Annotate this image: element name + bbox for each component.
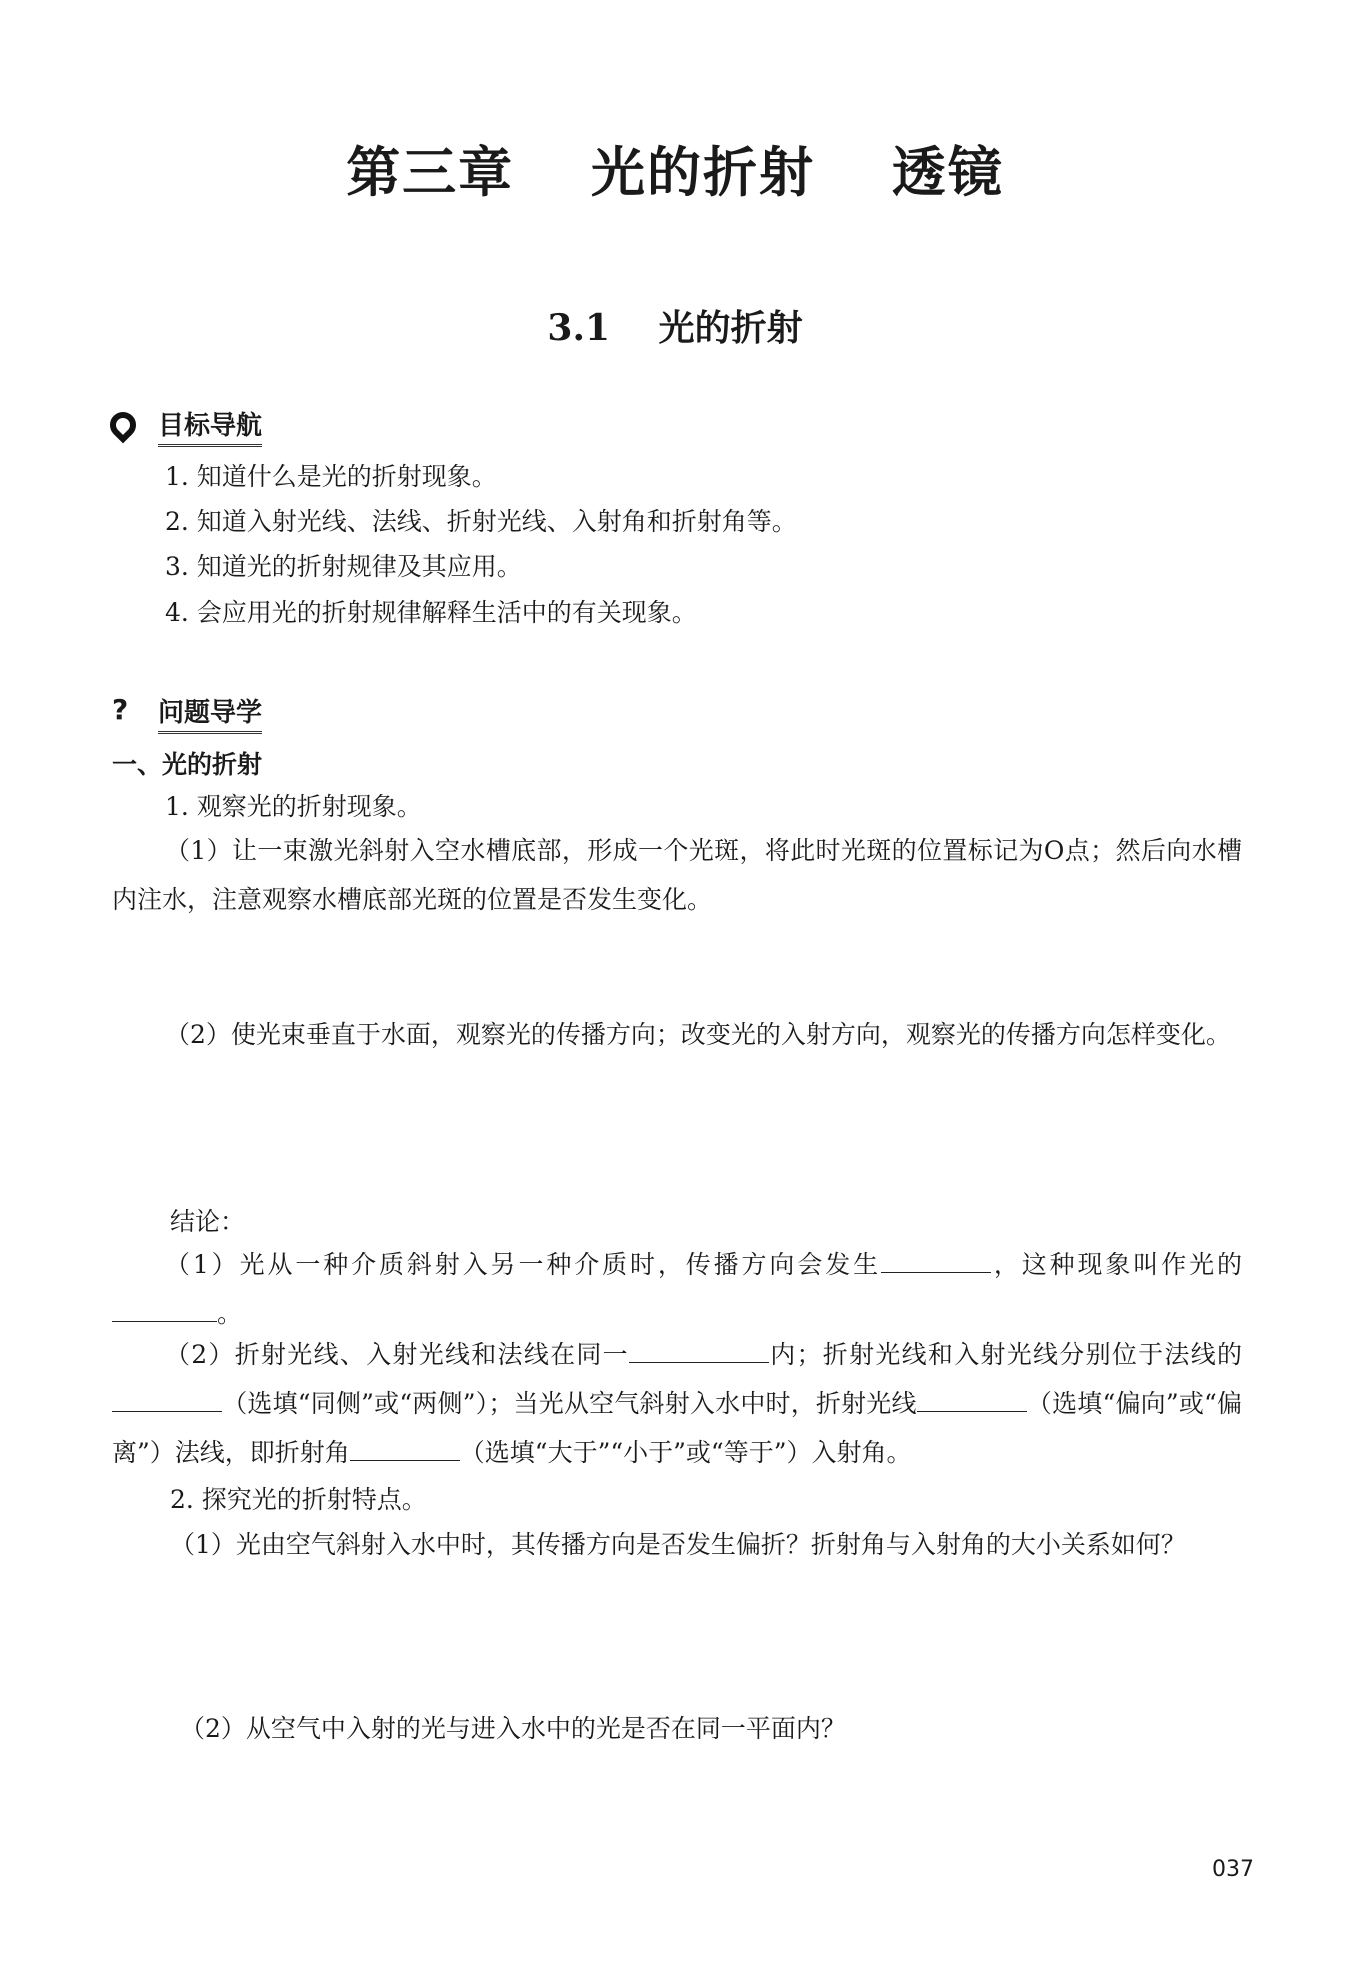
- section-title: 3.1 光的折射: [547, 307, 803, 349]
- question-2: 2. 探究光的折射特点。: [170, 1485, 427, 1514]
- questions-heading: 问题导学: [158, 692, 262, 734]
- fill-blank[interactable]: [629, 1340, 769, 1363]
- fill-blank[interactable]: [881, 1250, 991, 1273]
- chapter-title: 第三章 光的折射 透镜: [346, 141, 1004, 204]
- conclusion-2-text: 内；折射光线和入射光线分别位于法线的: [768, 1340, 1242, 1369]
- goal-item: 4. 会应用光的折射规律解释生活中的有关现象。: [165, 598, 697, 627]
- part1-title: 一、光的折射: [112, 750, 263, 779]
- goal-item: 3. 知道光的折射规律及其应用。: [165, 552, 522, 581]
- conclusion-1-text: 。: [217, 1299, 243, 1328]
- conclusion-1: [112, 1240, 1242, 1338]
- conclusion-2-text: （选填“大于”“小于”或“等于”）入射角。: [459, 1438, 912, 1467]
- fill-blank[interactable]: [350, 1438, 460, 1461]
- conclusion-label: 结论：: [170, 1207, 246, 1236]
- question-1-1: （1）让一束激光斜射入空水槽底部，形成一个光斑，将此时光斑的位置标记为O点；然后向水槽内注水，注意观察水槽底部光斑的位置是否发生变化。: [112, 836, 1242, 914]
- location-pin-icon: [105, 407, 142, 444]
- question-icon: ?: [112, 693, 129, 726]
- conclusion-1-text: ，这种现象叫作光的: [990, 1250, 1242, 1279]
- goals-heading: 目标导航: [158, 405, 262, 447]
- question-1: 1. 观察光的折射现象。: [165, 792, 422, 821]
- fill-blank[interactable]: [112, 1299, 217, 1322]
- fill-blank[interactable]: [112, 1389, 222, 1412]
- conclusion-2-text: （选填“偏向”或“偏离”）法线，即折射角: [112, 1389, 1242, 1467]
- conclusion-2: [112, 1330, 1242, 1477]
- question-1-2: （2）使光束垂直于水面，观察光的传播方向；改变光的入射方向，观察光的传播方向怎样变化。: [165, 1020, 1231, 1049]
- conclusion-2-text: （选填“同侧”或“两侧”）；当光从空气斜射入水中时，折射光线: [222, 1389, 917, 1418]
- question-2-1: （1）光由空气斜射入水中时，其传播方向是否发生偏折？折射角与入射角的大小关系如何？: [170, 1530, 1186, 1559]
- fill-blank[interactable]: [917, 1389, 1027, 1412]
- goal-item: 2. 知道入射光线、法线、折射光线、入射角和折射角等。: [165, 507, 797, 536]
- conclusion-2-text: （2）折射光线、入射光线和法线在同一: [165, 1340, 629, 1369]
- goal-item: 1. 知道什么是光的折射现象。: [165, 462, 497, 491]
- page-number: 037: [1212, 1857, 1254, 1882]
- conclusion-1-text: （1）光从一种介质斜射入另一种介质时，传播方向会发生: [165, 1250, 881, 1279]
- question-2-2: （2）从空气中入射的光与进入水中的光是否在同一平面内？: [180, 1714, 846, 1743]
